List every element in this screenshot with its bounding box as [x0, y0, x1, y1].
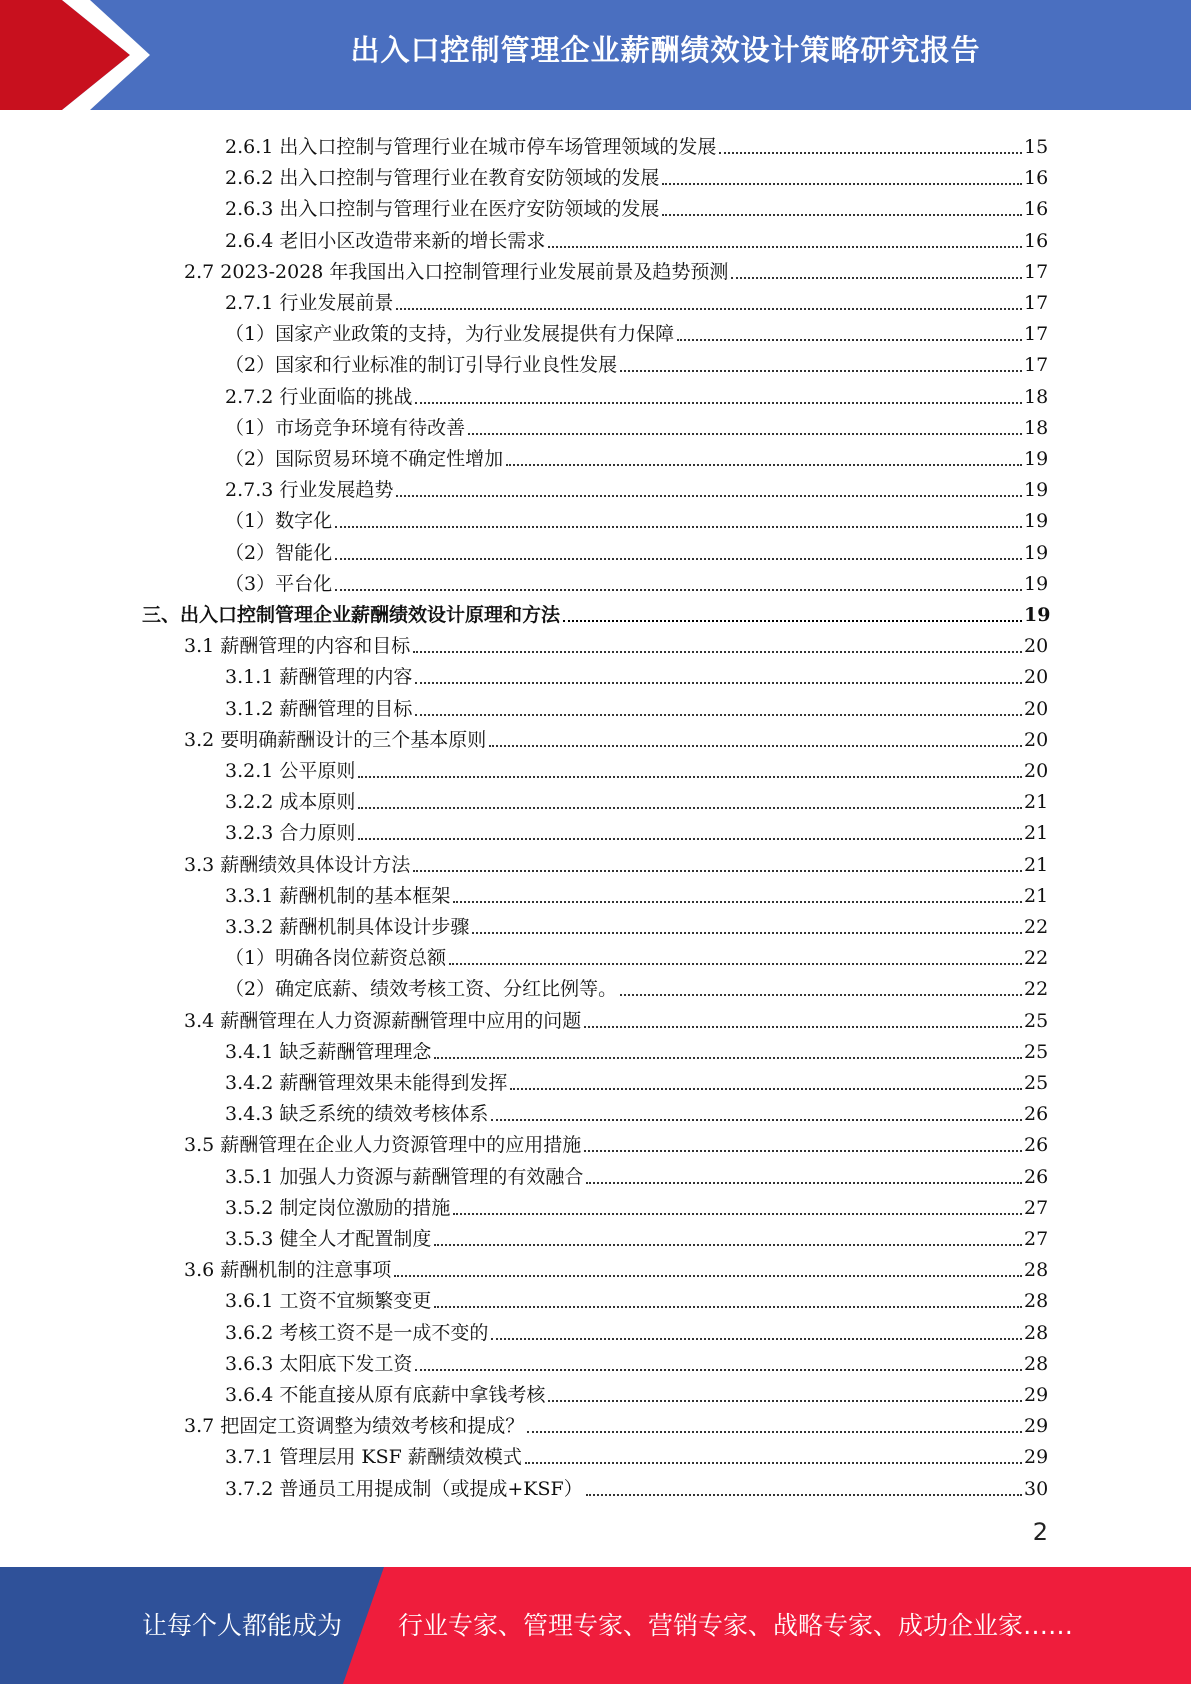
toc-entry-page: 27 [1024, 1197, 1049, 1219]
toc-entry-page: 22 [1024, 978, 1049, 1000]
toc-entry-page: 21 [1024, 791, 1049, 813]
toc-dot-leader [620, 993, 1022, 996]
toc-entry-title: 3.4.1 缺乏薪酬管理理念 [225, 1041, 432, 1063]
toc-entry-page: 17 [1024, 261, 1049, 283]
toc-entry[interactable] [225, 190, 1048, 221]
toc-entry-title: （2）智能化 [225, 542, 333, 564]
toc-dot-leader [434, 1243, 1022, 1246]
toc-dot-leader [449, 962, 1022, 965]
toc-dot-leader [413, 869, 1022, 872]
page-header-title: 出入口控制管理企业薪酬绩效设计策略研究报告 [350, 33, 981, 67]
toc-dot-leader [358, 837, 1022, 840]
toc-dot-leader [434, 1056, 1022, 1059]
toc-entry[interactable] [225, 908, 1048, 939]
toc-entry[interactable] [225, 1095, 1048, 1126]
toc-entry[interactable] [184, 627, 1048, 658]
toc-entry[interactable] [184, 1251, 1048, 1282]
toc-entry-title: （1）国家产业政策的支持，为行业发展提供有力保障 [225, 323, 675, 345]
toc-entry-page: 25 [1024, 1010, 1049, 1032]
page-header [0, 0, 1191, 110]
toc-dot-leader [358, 806, 1022, 809]
toc-entry-title: 3.3.2 薪酬机制具体设计步骤 [225, 916, 470, 938]
toc-entry-title: 3.6.2 考核工资不是一成不变的 [225, 1322, 489, 1344]
toc-entry-page: 15 [1024, 136, 1049, 158]
toc-dot-leader [510, 1087, 1022, 1090]
toc-entry-title: 3.5.2 制定岗位激励的措施 [225, 1197, 451, 1219]
toc-entry-title: 2.6.3 出入口控制与管理行业在医疗安防领域的发展 [225, 198, 660, 220]
toc-entry-page: 28 [1024, 1259, 1049, 1281]
toc-entry-title: 3.6.1 工资不宜频繁变更 [225, 1290, 432, 1312]
toc-entry[interactable] [225, 471, 1048, 502]
toc-entry[interactable] [184, 721, 1048, 752]
toc-entry-title: 3.2.1 公平原则 [225, 760, 356, 782]
toc-dot-leader [434, 1305, 1022, 1308]
toc-dot-leader [358, 775, 1022, 778]
toc-entry-page: 20 [1024, 666, 1049, 688]
toc-entry-title: 2.6.4 老旧小区改造带来新的增长需求 [225, 230, 546, 252]
toc-dot-leader [491, 1118, 1022, 1121]
toc-entry-title: 3.3.1 薪酬机制的基本框架 [225, 885, 451, 907]
toc-entry-title: 3.1 薪酬管理的内容和目标 [184, 635, 411, 657]
toc-entry[interactable] [225, 690, 1048, 721]
toc-entry-title: （2）国家和行业标准的制订引导行业良性发展 [225, 354, 618, 376]
toc-entry[interactable] [225, 346, 1048, 377]
toc-dot-leader [394, 1274, 1022, 1277]
toc-entry-page: 20 [1024, 698, 1049, 720]
toc-entry-page: 30 [1024, 1478, 1049, 1500]
toc-entry-title: （1）市场竞争环境有待改善 [225, 417, 466, 439]
toc-entry-title: 3.6.4 不能直接从原有底薪中拿钱考核 [225, 1384, 546, 1406]
toc-dot-leader [548, 245, 1022, 248]
toc-entry-title: 3.2.3 合力原则 [225, 822, 356, 844]
page-number: 2 [1032, 1518, 1048, 1546]
toc-entry-title: 3.6.3 太阳底下发工资 [225, 1353, 413, 1375]
toc-dot-leader [719, 151, 1022, 154]
toc-entry[interactable] [225, 1470, 1048, 1501]
toc-entry-title: 3.4 薪酬管理在人力资源薪酬管理中应用的问题 [184, 1010, 582, 1032]
toc-entry[interactable] [184, 1126, 1048, 1157]
toc-entry[interactable] [225, 1438, 1048, 1469]
toc-entry[interactable] [225, 752, 1048, 783]
toc-dot-leader [491, 1337, 1022, 1340]
toc-dot-leader [335, 588, 1022, 591]
toc-entry-page: 18 [1024, 417, 1049, 439]
toc-entry[interactable] [225, 378, 1048, 409]
toc-entry[interactable] [225, 658, 1048, 689]
toc-entry-page: 27 [1024, 1228, 1049, 1250]
toc-entry-page: 21 [1024, 885, 1049, 907]
toc-entry-page: 29 [1024, 1415, 1049, 1437]
toc-entry[interactable] [225, 1282, 1048, 1313]
toc-entry[interactable] [225, 565, 1048, 596]
toc-entry[interactable] [184, 1002, 1048, 1033]
toc-entry-page: 20 [1024, 729, 1049, 751]
toc-entry-title: 2.6.1 出入口控制与管理行业在城市停车场管理领域的发展 [225, 136, 717, 158]
toc-entry-page: 19 [1024, 448, 1049, 470]
toc-entry[interactable] [225, 222, 1048, 253]
toc-entry[interactable] [184, 253, 1048, 284]
toc-entry[interactable] [184, 846, 1048, 877]
toc-entry-title: （2）国际贸易环境不确定性增加 [225, 448, 504, 470]
toc-entry-title: 2.7.2 行业面临的挑战 [225, 386, 413, 408]
toc-entry-page: 16 [1024, 198, 1049, 220]
toc-entry-title: 3.1.2 薪酬管理的目标 [225, 698, 413, 720]
toc-dot-leader [527, 1430, 1022, 1433]
toc-dot-leader [472, 931, 1022, 934]
toc-entry-title: 2.7.3 行业发展趋势 [225, 479, 394, 501]
toc-dot-leader [335, 557, 1022, 560]
toc-dot-leader [620, 369, 1022, 372]
toc-dot-leader [662, 182, 1022, 185]
toc-entry-title: 2.7 2023-2028 年我国出入口控制管理行业发展前景及趋势预测 [184, 261, 729, 283]
toc-entry-title: 2.6.2 出入口控制与管理行业在教育安防领域的发展 [225, 167, 660, 189]
toc-entry-title: 3.7.1 管理层用 KSF 薪酬绩效模式 [225, 1446, 522, 1468]
toc-entry-title: 3.5 薪酬管理在企业人力资源管理中的应用措施 [184, 1134, 582, 1156]
toc-entry-title: 3.2.2 成本原则 [225, 791, 356, 813]
toc-entry[interactable] [225, 1033, 1048, 1064]
toc-dot-leader [453, 1212, 1022, 1215]
toc-entry-page: 29 [1024, 1446, 1049, 1468]
page-footer [0, 1567, 1191, 1684]
toc-entry-page: 19 [1024, 573, 1049, 595]
toc-entry[interactable] [225, 1064, 1048, 1095]
toc-dot-leader [662, 213, 1022, 216]
footer-slogan: 让每个人都能成为 [142, 1611, 343, 1640]
toc-entry-title: 3.3 薪酬绩效具体设计方法 [184, 854, 411, 876]
toc-dot-leader [563, 619, 1022, 622]
toc-entry-title: 3.7.2 普通员工用提成制（或提成+KSF） [225, 1478, 583, 1500]
toc-entry[interactable] [225, 783, 1048, 814]
toc-entry-page: 17 [1024, 292, 1049, 314]
toc-entry-page: 19 [1024, 604, 1051, 626]
toc-dot-leader [525, 1461, 1022, 1464]
toc-entry[interactable] [225, 1220, 1048, 1251]
toc-entry[interactable] [225, 814, 1048, 845]
toc-entry-title: 2.7.1 行业发展前景 [225, 292, 394, 314]
toc-dot-leader [584, 1025, 1022, 1028]
toc-entry-page: 25 [1024, 1041, 1049, 1063]
toc-entry[interactable] [225, 315, 1048, 346]
toc-dot-leader [677, 338, 1022, 341]
toc-entry[interactable] [225, 1314, 1048, 1345]
toc-dot-leader [548, 1399, 1022, 1402]
toc-entry-page: 20 [1024, 635, 1049, 657]
toc-entry[interactable] [225, 159, 1048, 190]
toc-entry-page: 28 [1024, 1290, 1049, 1312]
toc-entry-page: 17 [1024, 323, 1049, 345]
toc-entry[interactable] [225, 284, 1048, 315]
toc-entry-page: 19 [1024, 479, 1049, 501]
toc-dot-leader [453, 900, 1022, 903]
toc-dot-leader [468, 432, 1022, 435]
toc-dot-leader [731, 276, 1022, 279]
toc-dot-leader [506, 463, 1022, 466]
toc-entry-page: 26 [1024, 1134, 1049, 1156]
toc-entry-page: 19 [1024, 542, 1049, 564]
toc-entry-page: 28 [1024, 1353, 1049, 1375]
toc-entry[interactable] [225, 409, 1048, 440]
toc-entry-title: （1）明确各岗位薪资总额 [225, 947, 447, 969]
toc-entry[interactable] [225, 939, 1048, 970]
toc-entry-page: 26 [1024, 1103, 1049, 1125]
toc-entry[interactable] [225, 1189, 1048, 1220]
toc-entry-page: 21 [1024, 854, 1049, 876]
toc-entry-page: 16 [1024, 230, 1049, 252]
toc-entry-title: （2）确定底薪、绩效考核工资、分红比例等。 [225, 978, 618, 1000]
toc-entry[interactable] [225, 534, 1048, 565]
toc-entry-page: 22 [1024, 916, 1049, 938]
toc-entry-title: 3.5.1 加强人力资源与薪酬管理的有效融合 [225, 1166, 584, 1188]
toc-entry-title: 3.2 要明确薪酬设计的三个基本原则 [184, 729, 487, 751]
toc-entry-page: 18 [1024, 386, 1049, 408]
toc-entry-page: 22 [1024, 947, 1049, 969]
toc-entry-page: 20 [1024, 760, 1049, 782]
toc-entry-title: 3.4.2 薪酬管理效果未能得到发挥 [225, 1072, 508, 1094]
toc-dot-leader [396, 307, 1022, 310]
toc-entry-page: 29 [1024, 1384, 1049, 1406]
toc-entry[interactable] [225, 1345, 1048, 1376]
toc-entry[interactable] [184, 1407, 1048, 1438]
toc-dot-leader [586, 1181, 1022, 1184]
footer-roles: 行业专家、管理专家、营销专家、战略专家、成功企业家…… [398, 1611, 1074, 1640]
toc-dot-leader [586, 1493, 1022, 1496]
toc-entry-page: 19 [1024, 510, 1049, 532]
toc-dot-leader [396, 494, 1022, 497]
toc-entry-page: 26 [1024, 1166, 1049, 1188]
toc-entry-page: 17 [1024, 354, 1049, 376]
toc-entry[interactable] [225, 1158, 1048, 1189]
toc-entry-title: 3.6 薪酬机制的注意事项 [184, 1259, 392, 1281]
toc-entry-page: 25 [1024, 1072, 1049, 1094]
toc-entry[interactable] [225, 970, 1048, 1001]
toc-dot-leader [415, 401, 1022, 404]
toc-entry[interactable] [225, 1376, 1048, 1407]
toc-entry[interactable] [225, 877, 1048, 908]
toc-entry-page: 28 [1024, 1322, 1049, 1344]
toc-entry-title: 三、出入口控制管理企业薪酬绩效设计原理和方法 [142, 604, 561, 626]
toc-dot-leader [489, 744, 1022, 747]
toc-dot-leader [415, 681, 1022, 684]
toc-entry[interactable] [225, 128, 1048, 159]
toc-entry-page: 21 [1024, 822, 1049, 844]
toc-entry-title: （3）平台化 [225, 573, 333, 595]
toc-entry[interactable] [142, 596, 1051, 627]
toc-entry[interactable] [225, 440, 1048, 471]
toc-entry-title: 3.1.1 薪酬管理的内容 [225, 666, 413, 688]
toc-dot-leader [413, 650, 1022, 653]
toc-dot-leader [584, 1149, 1022, 1152]
toc-entry-page: 16 [1024, 167, 1049, 189]
toc-entry-title: 3.5.3 健全人才配置制度 [225, 1228, 432, 1250]
toc-dot-leader [415, 1368, 1022, 1371]
toc-entry-title: （1）数字化 [225, 510, 333, 532]
toc-entry-title: 3.4.3 缺乏系统的绩效考核体系 [225, 1103, 489, 1125]
toc-entry[interactable] [225, 502, 1048, 533]
toc-dot-leader [335, 525, 1022, 528]
toc-entry-title: 3.7 把固定工资调整为绩效考核和提成？ [184, 1415, 525, 1437]
toc-dot-leader [415, 713, 1022, 716]
